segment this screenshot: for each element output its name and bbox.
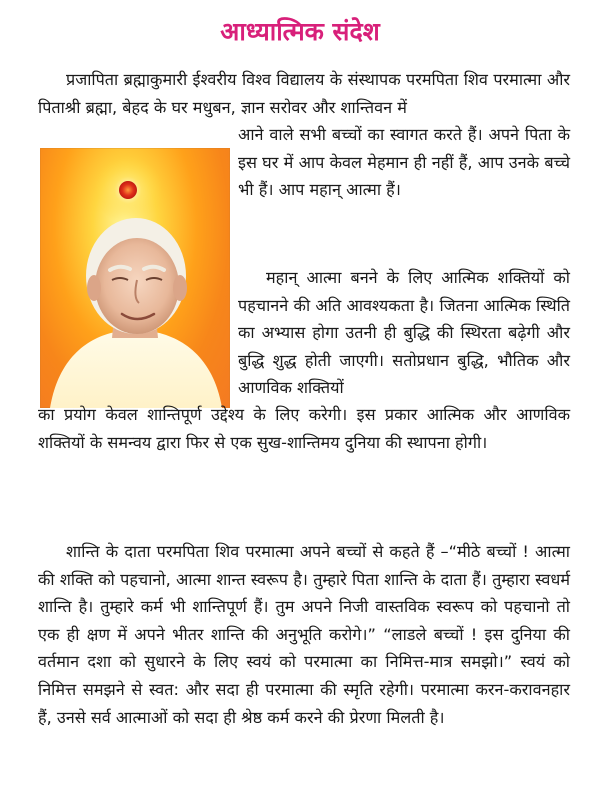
paragraph-intro-top: प्रजापिता ब्रह्माकुमारी ईश्वरीय विश्व विद्यालय के संस्थापक परमपिता शिव परमात्मा और पिताश्री ब्रह्मा, बेहद के घर मधुबन, ज्ञान सरोवर और शान्तिवन में [38, 70, 570, 117]
portrait-illustration [40, 148, 230, 408]
robe-shape [50, 330, 222, 408]
paragraph-intro-wrap: आने वाले सभी बच्चों का स्वागत करते हैं। अपने पिता के इस घर में आप केवल मेहमान ही नहीं हैं, आप उनके बच्चे भी हैं। आप महान् आत्मा हैं। [238, 125, 570, 200]
paragraph-soul-power-full: का प्रयोग केवल शान्तिपूर्ण उद्देश्य के लिए करेगी। इस प्रकार आत्मिक और आणविक शक्तियों के समन्वय द्वारा फिर से एक सुख-शान्तिमय दुनिया की स्थापना होगी। [38, 405, 570, 452]
portrait-image [40, 148, 230, 408]
page-title: आध्यात्मिक संदेश [220, 17, 380, 46]
paragraph-peace-message: शान्ति के दाता परमपिता शिव परमात्मा अपने बच्चों से कहते हैं –“मीठे बच्चों ! आत्मा की शक्ति को पहचानो, आत्मा शान्त स्वरूप है। तुम्हारे पिता शान्ति के दाता हैं। तुम्हारा स्वधर्म शान्ति है। तुम्हारे कर्म भी शान्तिपूर्ण हैं। तुम अपने निजी वास्तविक स्वरूप को पहचानो तो एक ही क्षण में अपने भीतर शान्ति की अनुभूति करोगे।” “लाडले बच्चों ! इस दुनिया की वर्तमान दशा को सुधारने के लिए स्वयं को परमात्मा का निमित्त-मात्र समझो।” स्वयं को निमित्त समझने से स्वत: और सदा ही परमात्मा की स्मृति रहेगी। परमात्मा करन-करावनहार हैं, उनसे सर्व आत्माओं को सदा ही श्रेष्ठ कर्म करने की प्रेरणा मिलती है। [38, 542, 570, 727]
left-ear [87, 275, 101, 301]
light-point-icon [119, 181, 137, 199]
right-ear [173, 275, 187, 301]
paragraph-soul-power-wrap: महान् आत्मा बनने के लिए आत्मिक शक्तियों को पहचानने की अति आवश्यकता है। जितना आत्मिक स्थिति का अभ्यास होगा उतनी ही बुद्धि की स्थिरता बढ़ेगी और बुद्धि शुद्ध होती जाएगी। सतोप्रधान बुद्धि, भौतिक और आणविक शक्तियों [238, 268, 570, 398]
